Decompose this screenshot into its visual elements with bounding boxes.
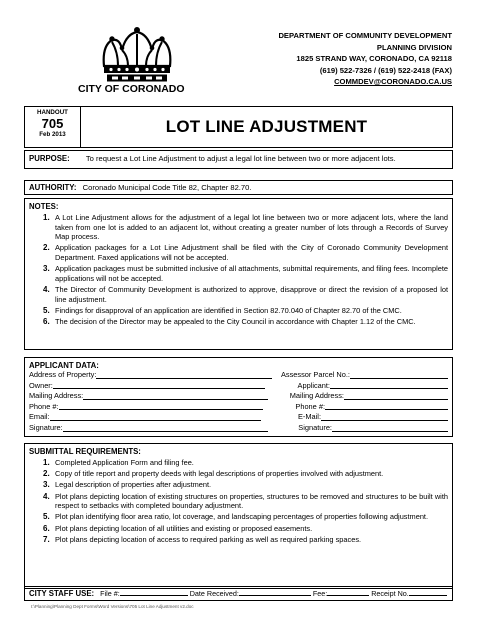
file-number-field[interactable] bbox=[100, 589, 188, 598]
field-label: Date Received: bbox=[189, 589, 239, 598]
item-text: A Lot Line Adjustment allows for the adjustment of a legal lot line between two or more adjacent lots, where the land taken from one lot is added to an adjacent lot, without creating a greater number of lots through a Records of Survey Map process. bbox=[55, 213, 448, 242]
applicant-email-input[interactable] bbox=[321, 414, 448, 421]
form-row bbox=[29, 412, 448, 423]
item-number: 2. bbox=[43, 469, 50, 479]
address-of-property-input[interactable] bbox=[96, 372, 272, 379]
list-item bbox=[43, 480, 448, 490]
item-text: Legal description of properties after adjustment. bbox=[55, 480, 212, 490]
date-received-field[interactable] bbox=[190, 589, 311, 598]
handout-number: 705 bbox=[41, 116, 64, 131]
owner-signature-field[interactable] bbox=[29, 423, 268, 434]
crown-logo-icon bbox=[98, 26, 176, 88]
form-row bbox=[29, 423, 448, 434]
address-of-property-field[interactable] bbox=[29, 370, 272, 381]
field-label: Signature: bbox=[29, 422, 63, 432]
field-label: Assessor Parcel No.: bbox=[280, 370, 350, 379]
applicant-input[interactable] bbox=[330, 382, 448, 389]
dept-line: (619) 522-7326 / (619) 522-2418 (FAX) bbox=[319, 65, 452, 75]
applicant-signature-field[interactable] bbox=[298, 423, 448, 434]
page-header bbox=[0, 0, 480, 100]
fee-field[interactable] bbox=[313, 589, 369, 598]
applicant-box bbox=[24, 357, 453, 437]
item-number: 5. bbox=[43, 305, 50, 315]
item-text: Copy of title report and property deeds with legal descriptions of properties involved with adjustment. bbox=[55, 469, 384, 479]
owner-email-field[interactable] bbox=[29, 412, 261, 423]
staff-use-label: CITY STAFF USE: bbox=[29, 589, 95, 598]
list-item bbox=[43, 458, 448, 468]
item-text: The Director of Community Development is authorized to approve, disapprove or direct the revision of a proposed lot line adjustment. bbox=[55, 284, 448, 304]
list-item bbox=[43, 512, 448, 522]
authority-text: Coronado Municipal Code Title 82, Chapter 82.70. bbox=[82, 183, 252, 192]
purpose-label: PURPOSE: bbox=[29, 154, 70, 163]
item-number: 3. bbox=[43, 480, 50, 490]
list-item bbox=[43, 524, 448, 534]
item-number: 6. bbox=[43, 523, 50, 533]
form-row bbox=[29, 381, 448, 392]
applicant-phone-field[interactable] bbox=[295, 402, 448, 413]
owner-field[interactable] bbox=[29, 381, 265, 392]
handout-label: HANDOUT bbox=[37, 109, 68, 116]
list-item bbox=[43, 306, 448, 316]
item-number: 5. bbox=[43, 512, 50, 522]
dept-line: DEPARTMENT OF COMMUNITY DEVELOPMENT bbox=[278, 31, 452, 40]
field-label: Mailing Address: bbox=[289, 391, 344, 401]
submittal-label: SUBMITTAL REQUIREMENTS: bbox=[29, 447, 141, 456]
authority-label: AUTHORITY: bbox=[29, 183, 77, 192]
item-text: Plot plan identifying floor area ratio, lot coverage, and landscaping percentages of properties following adjustment. bbox=[55, 512, 429, 522]
field-label: Fee: bbox=[312, 589, 328, 598]
item-number: 6. bbox=[43, 316, 50, 326]
field-label: Signature: bbox=[298, 422, 332, 432]
authority-box bbox=[24, 180, 453, 195]
submittal-box bbox=[24, 443, 453, 589]
item-number: 1. bbox=[43, 213, 50, 222]
field-label: E-Mail: bbox=[298, 412, 321, 422]
city-name: CITY OF CORONADO bbox=[78, 83, 185, 95]
owner-signature-input[interactable] bbox=[63, 425, 268, 432]
list-item bbox=[43, 264, 448, 283]
purpose-text: To request a Lot Line Adjustment to adjust a legal lot line between two or more adjacent lots. bbox=[85, 154, 396, 163]
item-number: 1. bbox=[43, 458, 50, 467]
field-label: Owner: bbox=[29, 380, 53, 390]
fee-input[interactable] bbox=[327, 589, 369, 596]
item-number: 4. bbox=[43, 284, 50, 294]
field-label: Phone #: bbox=[29, 401, 59, 411]
handout-box bbox=[25, 107, 81, 147]
owner-phone-input[interactable] bbox=[59, 403, 263, 410]
assessor-parcel-input[interactable] bbox=[350, 372, 448, 379]
item-number: 3. bbox=[43, 264, 50, 274]
applicant-email-field[interactable] bbox=[298, 412, 448, 423]
owner-phone-field[interactable] bbox=[29, 402, 263, 413]
file-number-input[interactable] bbox=[120, 589, 188, 596]
notes-label: NOTES: bbox=[29, 202, 59, 211]
handout-date: Feb 2013 bbox=[39, 131, 66, 138]
list-item bbox=[43, 243, 448, 262]
field-label: Email: bbox=[29, 412, 50, 422]
receipt-number-field[interactable] bbox=[371, 589, 447, 598]
notes-box bbox=[24, 198, 453, 350]
dept-line: PLANNING DIVISION bbox=[376, 42, 452, 52]
applicant-signature-input[interactable] bbox=[332, 425, 448, 432]
field-label: Applicant: bbox=[297, 380, 330, 390]
owner-mailing-address-input[interactable] bbox=[83, 393, 268, 400]
department-contact bbox=[278, 30, 452, 88]
email-link[interactable]: COMMDEV@CORONADO.CA.US bbox=[334, 77, 452, 86]
page-title: LOT LINE ADJUSTMENT bbox=[165, 117, 368, 136]
title-row bbox=[24, 106, 453, 148]
item-text: The decision of the Director may be appealed to the City Council in accordance with Chapter 1.12 of the CMC. bbox=[55, 316, 416, 326]
file-path-footer: I:\Planning\Planning Dept Forms\Word Versions\705 Lot Line Adjustment v2.doc bbox=[31, 604, 194, 609]
dept-line: 1825 STRAND WAY, CORONADO, CA 92118 bbox=[296, 54, 452, 63]
list-item bbox=[43, 469, 448, 479]
item-text: Findings for disapproval of an application are identified in Section 82.70.040 of Chapter 82.70 of the CMC. bbox=[55, 305, 402, 315]
assessor-parcel-field[interactable] bbox=[281, 370, 448, 381]
item-text: Plot plans depicting location of all utilities and existing or proposed easements. bbox=[55, 523, 313, 533]
item-number: 4. bbox=[43, 491, 50, 501]
submittal-list bbox=[29, 458, 448, 544]
item-text: Completed Application Form and filing fee. bbox=[55, 458, 194, 467]
applicant-mailing-address-field[interactable] bbox=[290, 391, 448, 402]
owner-mailing-address-field[interactable] bbox=[29, 391, 268, 402]
applicant-label: APPLICANT DATA: bbox=[29, 361, 99, 370]
owner-input[interactable] bbox=[53, 382, 265, 389]
field-label: Receipt No. bbox=[371, 589, 409, 598]
item-text: Plot plans depicting location of access to required parking as well as required parking spaces. bbox=[55, 534, 362, 544]
list-item bbox=[43, 285, 448, 304]
list-item bbox=[43, 317, 448, 327]
staff-use-box bbox=[24, 586, 453, 601]
date-received-input[interactable] bbox=[239, 589, 311, 596]
field-label: File #: bbox=[100, 589, 120, 598]
form-row bbox=[29, 391, 448, 402]
applicant-phone-input[interactable] bbox=[325, 403, 448, 410]
form-row bbox=[29, 402, 448, 413]
receipt-number-input[interactable] bbox=[409, 589, 447, 596]
purpose-box bbox=[24, 150, 453, 169]
list-item bbox=[43, 535, 448, 545]
field-label: Phone #: bbox=[295, 401, 325, 411]
notes-list bbox=[29, 213, 448, 327]
field-label: Address of Property: bbox=[29, 370, 97, 379]
item-number: 2. bbox=[43, 243, 50, 253]
field-label: Mailing Address: bbox=[29, 391, 84, 401]
owner-email-input[interactable] bbox=[50, 414, 261, 421]
list-item bbox=[43, 492, 448, 511]
applicant-field[interactable] bbox=[298, 381, 448, 392]
list-item bbox=[43, 213, 448, 242]
item-text: Application packages for a Lot Line Adjustment shall be filed with the City of Coronado Community Development Department. Faxed applications will not be accepted. bbox=[55, 243, 448, 262]
item-text: Plot plans depicting location of existing structures on properties, structures to be removed and structures to be built with respect to setbacks with completed boundary adjustment. bbox=[55, 491, 448, 511]
item-number: 7. bbox=[43, 534, 50, 544]
item-text: Application packages must be submitted inclusive of all attachments, submittal requirements, and filing fees. Incomplete applications will not be accepted. bbox=[55, 264, 448, 283]
applicant-mailing-address-input[interactable] bbox=[344, 393, 448, 400]
form-row bbox=[29, 370, 448, 381]
